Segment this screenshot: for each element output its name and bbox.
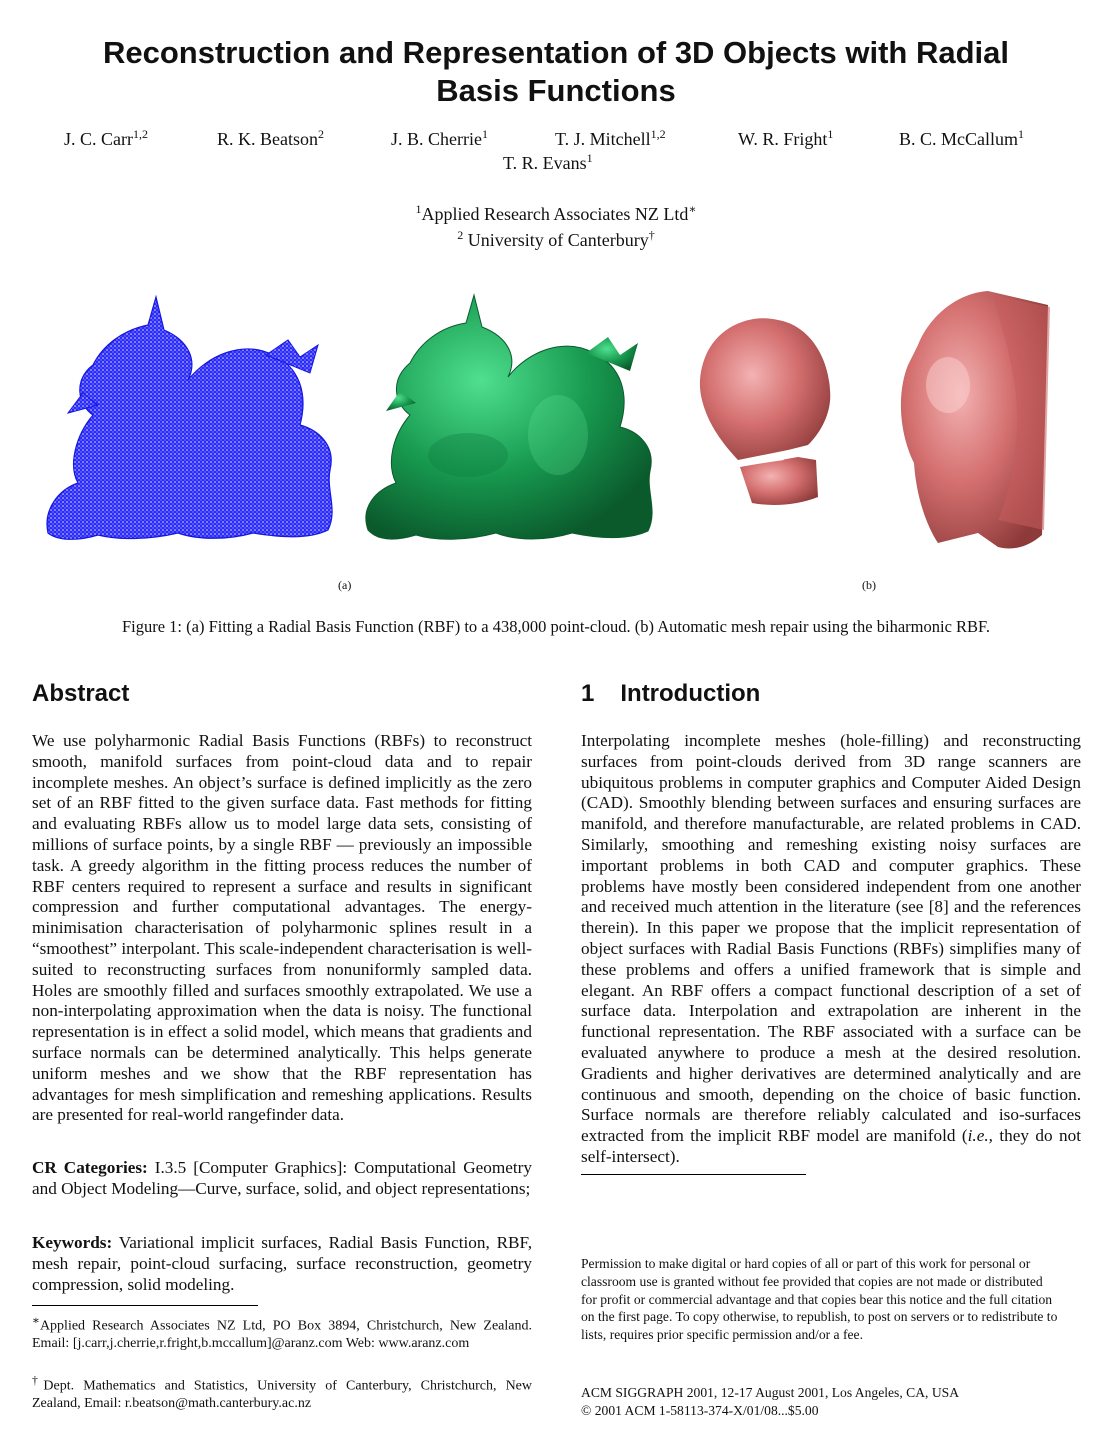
affiliation: $^1$Applied Research Associates NZ Ltd∗ [415,202,697,224]
author: T. J. Mitchell$^{1,2}$ [555,127,666,149]
abstract-body: We use polyharmonic Radial Basis Functions (RBFs) to reconstruct smooth, manifold surfaces from point-cloud data and to repair incomplete meshes. An object’s surface is defined implicitly as the zero set of an RBF fitted to the given surface data. Fast methods for fitting and evaluating RBFs allow us to model large data sets, consisting of millions of surface points, by a single RBF — previously an impossible task. A greedy algorithm in the fitting process reduces the number of RBF centers required to represent a surface and results in significant compression and further computational advantages. The energy-minimisation characterisation of polyharmonic splines result in a “smoothest” interpolant. This scale-independent characterisation is well-suited to reconstructing surfaces from nonuniformly sampled data. Holes are smoothly filled and surfaces smoothly extrapolated. We use a non-interpolating approximation when the data is noisy. The functional representation is in effect a solid model, which means that gradients and surface normals can be determined analytically. This helps generate uniform meshes and we show that the RBF representation has advantages for mesh simplification and remeshing applications. Results are presented for real-world rangefinder data. [32,731,532,1125]
permission-notice: Permission to make digital or hard copies of all or part of this work for personal or classroom use is granted without fee provided that copies are not made or distributed for profit or commercial advantage and that copies bear this notice and the full citation on the first page. To copy otherwise, to republish, to post on servers or to redistribute to lists, requires prior specific permission and/or a fee. [581,1256,1058,1343]
affiliation: $^2$ University of Canterbury† [457,228,655,250]
face-mesh-repaired [901,291,1050,549]
paper-title: Reconstruction and Representation of 3D Objects with Radial Basis Functions [102,35,1010,108]
author: B. C. McCallum$^1$ [899,127,1025,149]
author: J. B. Cherrie$^1$ [391,127,488,149]
figure-1 [38,285,1074,575]
introduction-heading: 1 Introduction [581,680,761,707]
author: R. K. Beatson$^2$ [217,127,324,149]
keywords: Keywords: Variational implicit surfaces, Radial Basis Function, RBF, mesh repair, point-cloud surfacing, surface reconstruction, geometry compression, solid modeling. [32,1233,532,1294]
author: W. R. Fright$^1$ [738,127,834,149]
face-mesh-with-holes [700,318,830,505]
cr-categories: CR Categories: I.3.5 [Computer Graphics]: Computational Geometry and Object Modeling—Curve, surface, solid, and object representations; [32,1158,532,1198]
subfigure-label-a: (a) [338,578,352,592]
permission-rule [581,1174,806,1175]
introduction-body: Interpolating incomplete meshes (hole-filling) and reconstructing surfaces from point-clouds derived from 3D range scanners are ubiquitous problems in computer graphics and Computer Aided Design (CAD). Smoothly blending between surfaces and ensuring surfaces are manifold, and therefore manufacturable, are related problems in CAD. Similarly, smoothing and remeshing existing noisy surfaces are important problems in both CAD and computer graphics. These problems have mostly been considered independent from one another and received much attention in the literature (see [8] and the references therein). In this paper we propose that the implicit representation of object surfaces with Radial Basis Functions (RBFs) simplifies many of these problems and offers a unified framework that is simple and elegant. An RBF offers a compact functional description of a set of surface data. Interpolation and extrapolation are inherent in the functional representation. The RBF associated with a surface can be evaluated anywhere to produce a mesh at the desired resolution. Gradients and higher derivatives are determined analytically and are continuous and smooth, depending on the choice of basic function. Surface normals are therefore reliably calculated and iso-surfaces extracted from the implicit RBF model are manifold (i.e., they do not self-intersect). [581,731,1081,1166]
dragon-point-cloud [47,297,332,539]
author: J. C. Carr$^{1,2}$ [64,127,148,149]
conference-info: ACM SIGGRAPH 2001, 12-17 August 2001, Los Angeles, CA, USA © 2001 ACM 1-58113-374-X/01/08...$5.00 [581,1385,960,1418]
dragon-rbf-surface [366,295,652,539]
footnote: †Dept. Mathematics and Statistics, University of Canterbury, Christchurch, New Zealand, Email: r.beatson@math.canterbury.ac.nz [32,1374,533,1412]
figure-caption: Figure 1: (a) Fitting a Radial Basis Function (RBF) to a 438,000 point-cloud. (b) Automatic mesh repair using the biharmonic RBF. [121,617,991,636]
abstract-heading: Abstract [32,680,130,707]
footnote-rule [32,1305,258,1306]
subfigure-label-b: (b) [862,578,876,592]
footnote: ∗Applied Research Associates NZ Ltd, PO Box 3894, Christchurch, New Zealand. Email: [j.carr,j.cherrie,r.fright,b.mccallum]@aranz.com Web: www.aranz.com [32,1314,532,1352]
author: T. R. Evans$^1$ [503,151,593,173]
